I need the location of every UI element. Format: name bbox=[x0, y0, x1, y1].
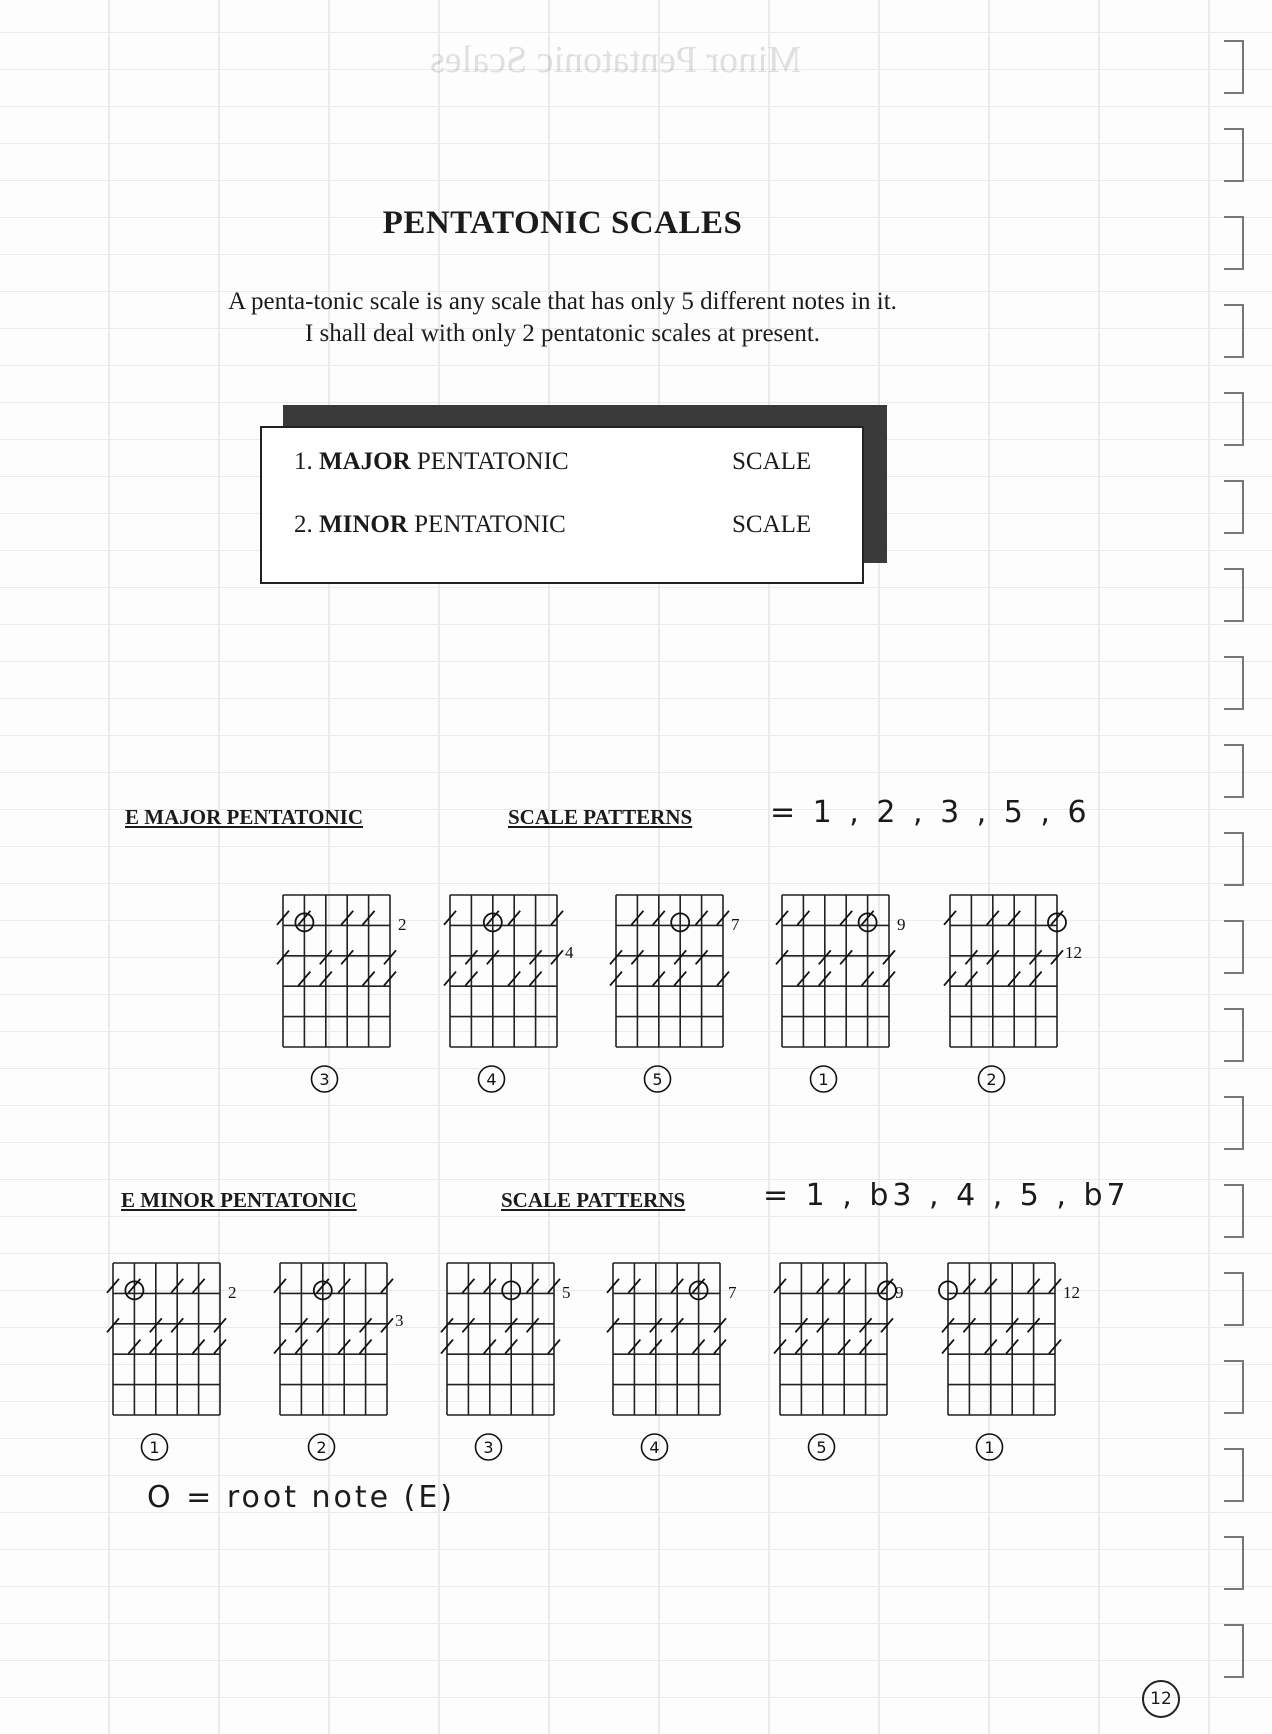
show-through-text: Minor Pentatonic Scales bbox=[430, 39, 802, 81]
fret-number: 7 bbox=[728, 1283, 737, 1302]
major-patterns-label: SCALE PATTERNS bbox=[508, 805, 693, 829]
minor-formula: = 1 , b3 , 4 , 5 , b7 bbox=[763, 1178, 1130, 1213]
pattern-number: 1 bbox=[818, 1070, 829, 1089]
minor-diagram-3 bbox=[447, 1263, 594, 1485]
box-scale-minor: SCALE bbox=[732, 511, 812, 538]
minor-diagram-4 bbox=[613, 1263, 760, 1485]
pattern-number: 2 bbox=[986, 1070, 997, 1089]
fret-number: 9 bbox=[897, 915, 906, 934]
pattern-number: 4 bbox=[486, 1070, 497, 1089]
pattern-number: 1 bbox=[149, 1438, 160, 1457]
scale-list-box bbox=[260, 426, 864, 584]
fret-number: 7 bbox=[731, 915, 740, 934]
intro-line-1: A penta-tonic scale is any scale that has only 5 different notes in it. bbox=[228, 288, 897, 315]
minor-heading: E MINOR PENTATONIC bbox=[121, 1188, 357, 1212]
fret-number: 4 bbox=[565, 943, 574, 962]
pattern-number: 5 bbox=[816, 1438, 827, 1457]
pattern-number: 2 bbox=[316, 1438, 327, 1457]
fret-number: 5 bbox=[562, 1283, 571, 1302]
pattern-number: 5 bbox=[652, 1070, 663, 1089]
box-scale-major: SCALE bbox=[732, 448, 812, 475]
box-row-minor: 2. MINOR PENTATONIC bbox=[294, 511, 566, 538]
minor-diagram-5 bbox=[780, 1263, 927, 1485]
binder-rings bbox=[1224, 40, 1250, 1712]
major-heading: E MAJOR PENTATONIC bbox=[125, 805, 364, 829]
root-note-legend: O = root note (E) bbox=[147, 1480, 455, 1515]
page-number: 12 bbox=[1142, 1680, 1180, 1718]
pattern-number: 4 bbox=[649, 1438, 660, 1457]
major-diagram-2 bbox=[450, 895, 597, 1117]
fret-number: 9 bbox=[895, 1283, 904, 1302]
pattern-number: 3 bbox=[319, 1070, 330, 1089]
pattern-number: 3 bbox=[483, 1438, 494, 1457]
fret-number: 12 bbox=[1065, 943, 1082, 962]
pattern-number: 1 bbox=[984, 1438, 995, 1457]
minor-diagram-6 bbox=[948, 1263, 1095, 1485]
fret-number: 12 bbox=[1063, 1283, 1080, 1302]
page-title: PENTATONIC SCALES bbox=[382, 205, 743, 241]
major-diagram-1 bbox=[283, 895, 430, 1117]
intro-line-2: I shall deal with only 2 pentatonic scales at present. bbox=[304, 320, 821, 347]
major-diagram-5 bbox=[950, 895, 1097, 1117]
major-diagram-3 bbox=[616, 895, 763, 1117]
fret-number: 2 bbox=[398, 915, 407, 934]
major-formula: = 1 , 2 , 3 , 5 , 6 bbox=[770, 795, 1091, 830]
fret-number: 3 bbox=[395, 1311, 404, 1330]
fret-number: 2 bbox=[228, 1283, 237, 1302]
major-diagram-4 bbox=[782, 895, 929, 1117]
minor-diagram-2 bbox=[280, 1263, 427, 1485]
box-row-major: 1. MAJOR PENTATONIC bbox=[294, 448, 569, 475]
minor-patterns-label: SCALE PATTERNS bbox=[501, 1188, 686, 1212]
minor-diagram-1 bbox=[113, 1263, 260, 1485]
